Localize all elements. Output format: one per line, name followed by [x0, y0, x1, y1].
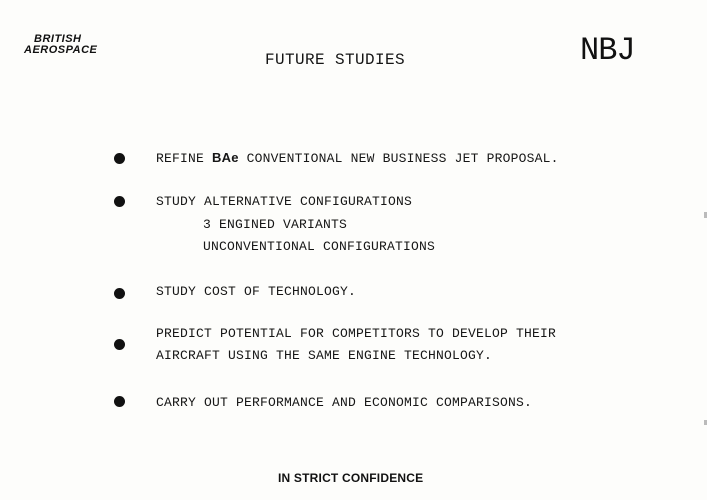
logo-line-2: AEROSPACE: [24, 44, 98, 56]
bullet-icon: [114, 288, 125, 299]
british-aerospace-logo: [24, 34, 97, 56]
document-code: NBJ: [580, 32, 635, 69]
item-5-line-1: CARRY OUT PERFORMANCE AND ECONOMIC COMPARISONS.: [156, 395, 533, 410]
item-1-text-post: CONVENTIONAL NEW BUSINESS JET PROPOSAL.: [238, 151, 559, 166]
bullet-icon: [114, 153, 125, 164]
item-2-line-3: UNCONVENTIONAL CONFIGURATIONS: [203, 239, 436, 254]
item-2-line-2: 3 ENGINED VARIANTS: [203, 217, 348, 232]
item-3-line-1: STUDY COST OF TECHNOLOGY.: [156, 284, 357, 299]
item-1-text-pre: REFINE: [156, 151, 213, 166]
bullet-icon: [114, 339, 125, 350]
item-2-line-1: STUDY ALTERNATIVE CONFIGURATIONS: [156, 194, 413, 209]
bullet-icon: [114, 396, 125, 407]
bullet-icon: [114, 196, 125, 207]
item-1-text-bold: BAe: [212, 150, 239, 165]
confidentiality-footer: IN STRICT CONFIDENCE: [278, 471, 424, 485]
page-title: FUTURE STUDIES: [265, 51, 406, 69]
logo-line-1: BRITISH: [34, 33, 82, 45]
item-4-line-1: PREDICT POTENTIAL FOR COMPETITORS TO DEVELOP THEIR: [156, 326, 557, 341]
item-1-line-1: [156, 150, 559, 167]
item-4-line-2: AIRCRAFT USING THE SAME ENGINE TECHNOLOGY.: [156, 348, 493, 363]
